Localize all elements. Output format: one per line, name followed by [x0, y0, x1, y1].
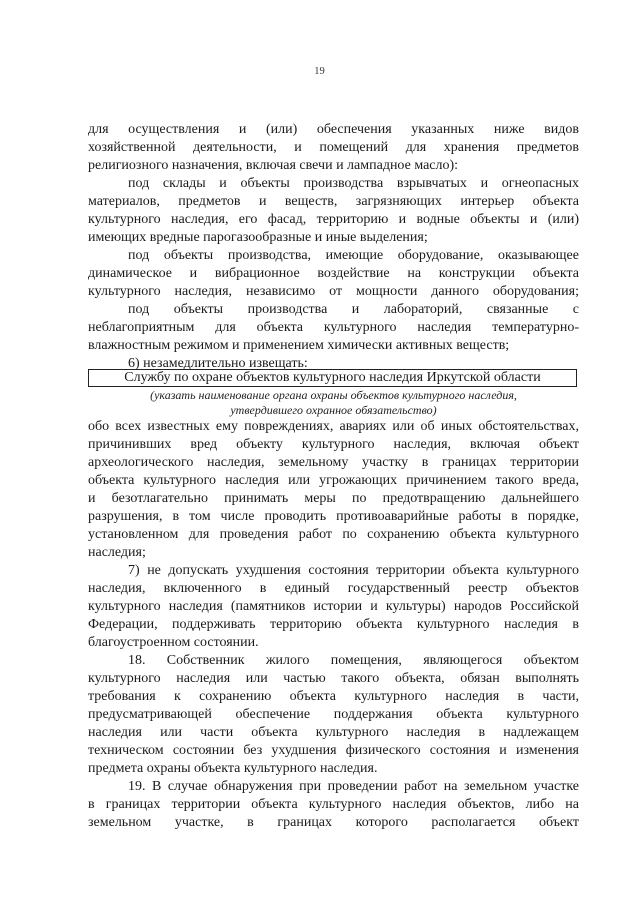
authority-caption-line: утвердившего охранное обязательство) — [230, 403, 437, 417]
text-line: религиозного назначения, включая свечи и лампадное масло): — [88, 158, 459, 173]
text-line: Федерации, поддерживать территорию объекта культурного наследия в — [88, 617, 579, 632]
text-line: установленном для проведения работ по сохранению объекта культурного — [88, 527, 579, 542]
text-line: предусматривающей обеспечение поддержания объекта культурного — [88, 707, 579, 722]
text-line: разрушения, в том числе проводить противоаварийные работы в порядке, — [88, 509, 579, 524]
text-line: неблагоприятным для объекта культурного наследия температурно- — [88, 320, 579, 335]
text-line: под склады и объекты производства взрывчатых и огнеопасных — [128, 176, 579, 191]
text-line: причинивших вред объекту культурного наследия, включая объект — [88, 437, 579, 452]
page-number: 19 — [314, 66, 325, 77]
text-line: обо всех известных ему повреждениях, авариях или об иных обстоятельствах, — [88, 419, 579, 434]
text-line: наследия; — [88, 545, 146, 560]
text-line: объекта культурного наследия или угрожающих причинением такого вреда, — [88, 473, 579, 488]
text-line: влажностным режимом и применением химически активных веществ; — [88, 338, 510, 353]
text-line: археологического наследия, земельному участку в границах территории — [88, 455, 579, 470]
text-line: культурного наследия, независимо от мощности данного оборудования; — [88, 284, 579, 299]
text-line: наследия, включенного в единый государственный реестр объектов — [88, 581, 579, 596]
text-line: благоустроенном состоянии. — [88, 635, 259, 650]
text-line: динамическое и вибрационное воздействие на конструкции объекта — [88, 266, 579, 281]
text-line: имеющих вредные парогазообразные и иные выделения; — [88, 230, 428, 245]
text-line: в границах территории объекта культурного наследия объектов, либо на — [88, 797, 579, 812]
text-line: требования к сохранению объекта культурного наследия в части, — [88, 689, 579, 704]
authority-name-box: Службу по охране объектов культурного наследия Иркутской области — [88, 369, 577, 387]
text-line: материалов, предметов и веществ, загрязняющих интерьер объекта — [88, 194, 579, 209]
text-line: культурного наследия или частью такого объекта, обязан выполнять — [88, 671, 579, 686]
text-line: земельном участке, в границах которого располагается объект — [88, 815, 579, 830]
authority-caption-line: (указать наименование органа охраны объектов культурного наследия, — [150, 388, 517, 402]
text-line: культурного наследия, его фасад, территорию и водные объекты и (или) — [88, 212, 579, 227]
text-line: под объекты производства, имеющие оборудование, оказывающее — [128, 248, 579, 263]
text-line: 19. В случае обнаружения при проведении работ на земельном участке — [128, 779, 579, 794]
text-line: 18. Собственник жилого помещения, являющегося объектом — [128, 653, 579, 668]
text-line: и безотлагательно принимать меры по предотвращению дальнейшего — [88, 491, 579, 506]
text-line: предмета охраны объекта культурного наследия. — [88, 761, 378, 776]
text-line: для осуществления и (или) обеспечения указанных ниже видов — [88, 122, 579, 137]
text-line: 6) незамедлительно извещать: — [128, 356, 308, 371]
text-line: культурного наследия (памятников истории и культуры) народов Российской — [88, 599, 579, 614]
text-line: под объекты производства и лабораторий, связанные с — [128, 302, 579, 317]
text-line: техническом состоянии без ухудшения физического состояния и изменения — [88, 743, 579, 758]
text-line: хозяйственной деятельности, и помещений для хранения предметов — [88, 140, 579, 155]
text-line: 7) не допускать ухудшения состояния территории объекта культурного — [128, 563, 579, 578]
text-line: наследия или части объекта культурного наследия в надлежащем — [88, 725, 579, 740]
